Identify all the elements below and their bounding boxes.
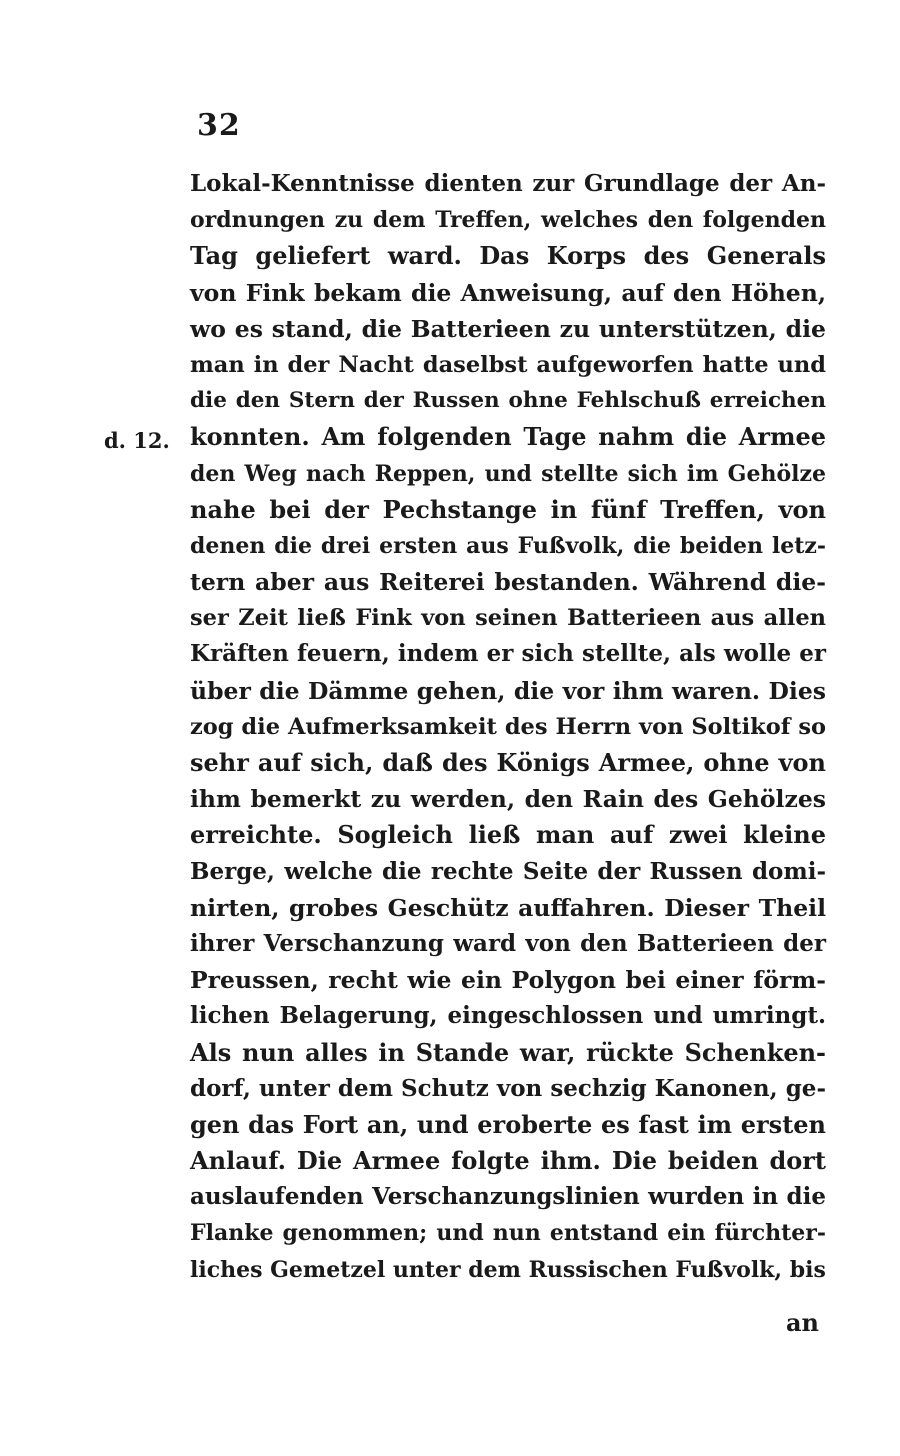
text-line: Als nun alles in Stande war, rückte Schenken- xyxy=(190,1037,826,1067)
text-line: liches Gemetzel unter dem Russischen Fußvolk, bis xyxy=(190,1256,826,1283)
text-line: zog die Aufmerksamkeit des Herrn von Soltikof so xyxy=(190,713,826,740)
text-line: Tag geliefert ward. Das Korps des Generals xyxy=(190,241,826,271)
text-line: gen das Fort an, und eroberte es fast im ersten xyxy=(190,1109,826,1139)
page-number: 32 xyxy=(197,108,241,143)
text-line: Berge, welche die rechte Seite der Russen domi- xyxy=(190,857,826,885)
text-line: Kräften feuern, indem er sich stellte, als wolle er xyxy=(190,640,826,668)
text-line: von Fink bekam die Anweisung, auf den Höhen, xyxy=(190,278,826,307)
text-line: den Weg nach Reppen, und stellte sich im Gehölze xyxy=(190,460,826,487)
catchword: an xyxy=(786,1308,819,1337)
text-line: ihm bemerkt zu werden, den Rain des Gehölzes xyxy=(190,785,826,814)
text-line: Flanke genommen; und nun entstand ein fürchter- xyxy=(190,1220,826,1247)
text-line: dorf, unter dem Schutz von sechzig Kanonen, ge- xyxy=(190,1074,826,1102)
text-line: lichen Belagerung, eingeschlossen und umringt. xyxy=(190,1002,826,1030)
text-line: die den Stern der Russen ohne Fehlschuß erreichen xyxy=(190,388,826,414)
text-line: denen die drei ersten aus Fußvolk, die beiden letz- xyxy=(190,532,826,559)
text-line: sehr auf sich, daß des Königs Armee, ohne von xyxy=(190,748,826,777)
margin-note: d. 12. xyxy=(104,428,170,453)
text-line: ordnungen zu dem Treffen, welches den folgenden xyxy=(190,207,826,234)
text-line: ser Zeit ließ Fink von seinen Batterieen aus allen xyxy=(190,605,826,632)
text-line: konnten. Am folgenden Tage nahm die Armee xyxy=(190,422,826,452)
text-line: Anlauf. Die Armee folgte ihm. Die beiden dort xyxy=(190,1146,826,1176)
text-line: erreichte. Sogleich ließ man auf zwei kleine xyxy=(190,820,826,850)
text-line: Lokal-Kenntnisse dienten zur Grundlage der An- xyxy=(190,170,826,197)
text-line: ihrer Verschanzung ward von den Batterieen der xyxy=(190,929,826,957)
text-line: tern aber aus Reiterei bestanden. Während die- xyxy=(190,568,826,597)
text-line: wo es stand, die Batterieen zu unterstützen, die xyxy=(190,314,826,343)
text-line: nahe bei der Pechstange in fünf Treffen, von xyxy=(190,494,826,524)
text-line: über die Dämme gehen, die vor ihm waren. Dies xyxy=(190,676,826,705)
text-line: man in der Nacht daselbst aufgeworfen hatte und xyxy=(190,351,826,378)
text-line: auslaufenden Verschanzungslinien wurden in die xyxy=(190,1183,826,1211)
text-line: Preussen, recht wie ein Polygon bei einer förm- xyxy=(190,966,826,995)
text-block xyxy=(190,166,826,1288)
text-line: nirten, grobes Geschütz auffahren. Dieser Theil xyxy=(190,893,826,922)
